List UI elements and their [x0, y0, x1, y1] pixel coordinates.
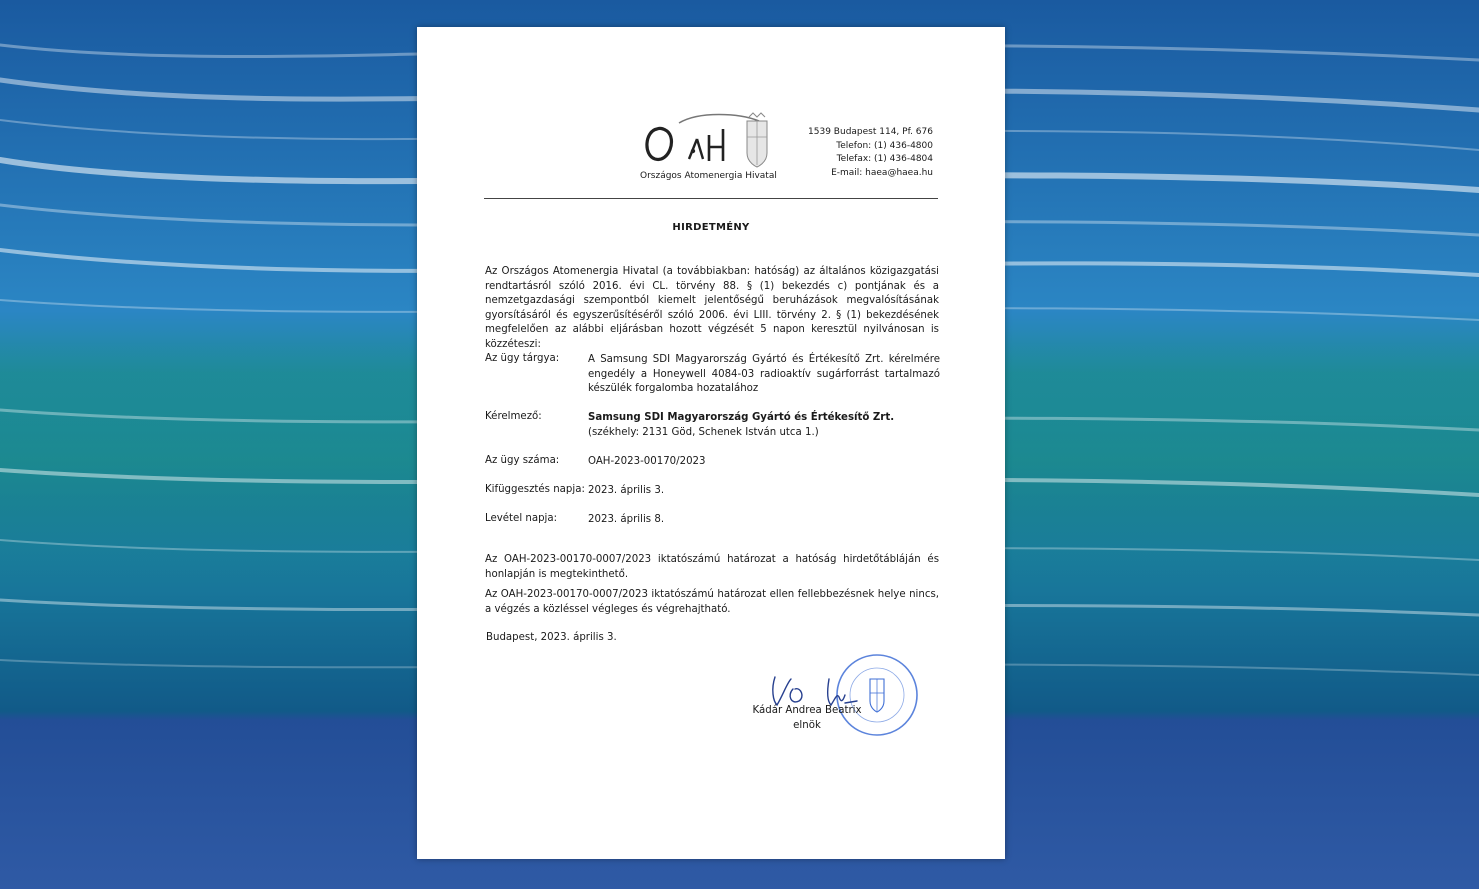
signer-role: elnök [793, 719, 821, 731]
applicant-label: Kérelmező: [485, 411, 542, 422]
posting-date-label: Kifüggesztés napja: [485, 484, 585, 495]
header-divider [484, 198, 938, 199]
intro-paragraph: Az Országos Atomenergia Hivatal (a továbbiakban: hatóság) az általános közigazgatási rendtartásról szóló 2016. évi CL. törvény 88. § (1) bekezdés c) pontjának és a nemzetgazdasági szempontból kiemelt jelentőségű beruházások megvalósításának gyorsításáról és egyszerűsítéséről szóló 2006. évi LIII. törvény 2. § (1) bekezdésének megfelelően az alábbi eljárásban hozott végzését 5 napon keresztül nyilvánosan is közzéteszi: [485, 266, 939, 350]
announcement-document [417, 27, 1005, 859]
note-paragraph-1: Az OAH-2023-00170-0007/2023 iktatószámú határozat a hatóság hirdetőtábláján és honlapján is megtekinthető. [485, 554, 939, 580]
signer-name: Kádár Andrea Beatrix [752, 705, 862, 716]
signer-block [747, 704, 867, 733]
removal-date-label: Levétel napja: [485, 513, 558, 524]
applicant-seat: (székhely: 2131 Göd, Schenek István utca 1.) [588, 427, 819, 438]
org-name: Országos Atomenergia Hivatal [640, 171, 777, 181]
fax: Telefax: (1) 436-4804 [836, 154, 933, 164]
note-paragraph-2: Az OAH-2023-00170-0007/2023 iktatószámú határozat ellen fellebbezésnek helye nincs, a végzés a közléssel végleges és végrehajtható. [485, 589, 939, 615]
subject-label: Az ügy tárgya: [485, 353, 560, 364]
case-number-label: Az ügy száma: [485, 455, 560, 466]
removal-date-value: 2023. április 8. [588, 514, 665, 525]
case-number-value: OAH-2023-00170/2023 [588, 456, 706, 467]
handwritten-signature [773, 677, 857, 705]
subject-value: A Samsung SDI Magyarország Gyártó és Értékesítő Zrt. kérelmére engedély a Honeywell 4084-03 radioaktív sugárforrást tartalmazó készülék forgalomba hozatalához [588, 354, 940, 395]
email: E-mail: haea@haea.hu [831, 167, 933, 178]
posting-date-value: 2023. április 3. [588, 485, 665, 496]
document-title: HIRDETMÉNY [672, 222, 750, 233]
place-and-date: Budapest, 2023. április 3. [486, 632, 617, 643]
address: 1539 Budapest 114, Pf. 676 [808, 127, 933, 137]
signature-area [757, 649, 937, 749]
applicant-name: Samsung SDI Magyarország Gyártó és Értékesítő Zrt. [588, 412, 895, 423]
phone: Telefon: (1) 436-4800 [836, 140, 933, 151]
contact-block [787, 126, 933, 180]
